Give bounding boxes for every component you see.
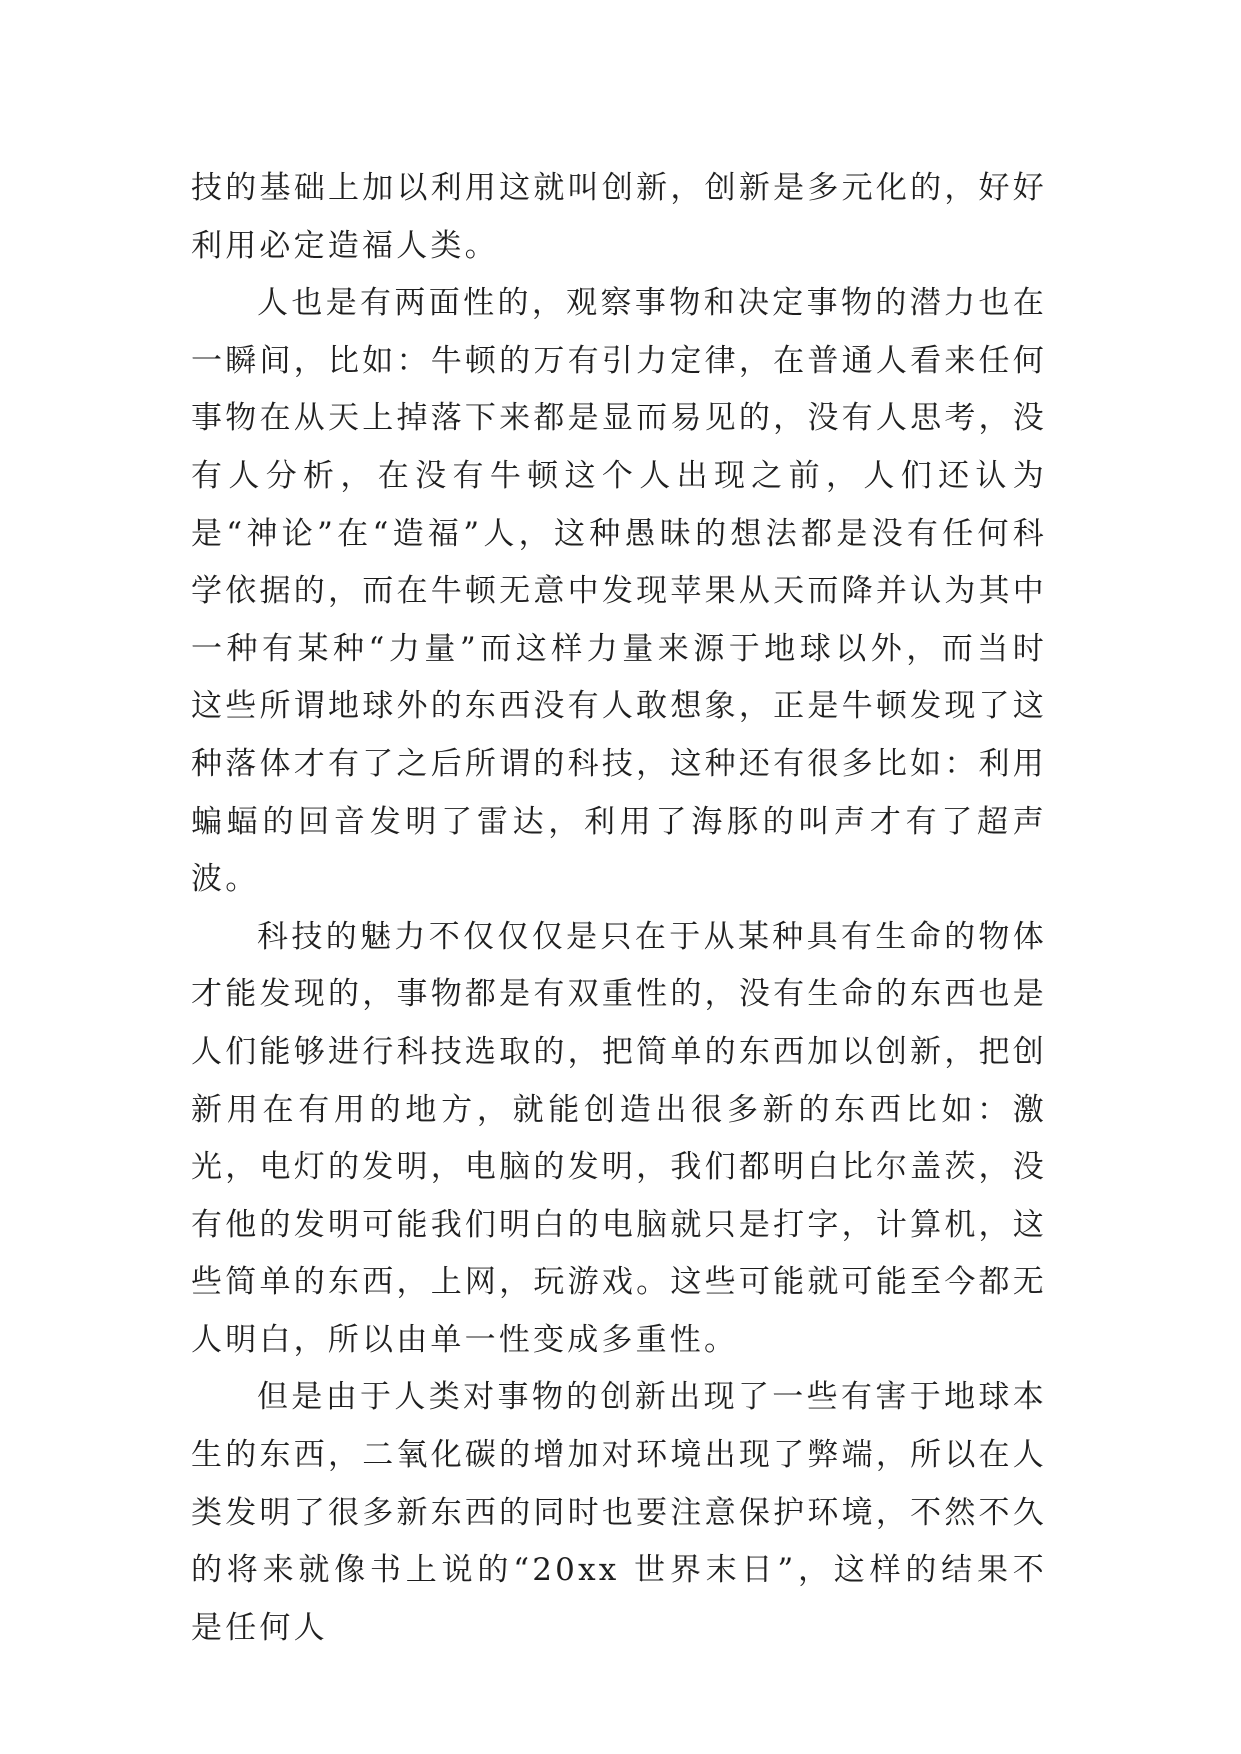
document-body: [191, 160, 1047, 1657]
paragraph-4: 但是由于人类对事物的创新出现了一些有害于地球本生的东西，二氧化碳的增加对环境出现了弊端，所以在人类发明了很多新东西的同时也要注意保护环境，不然不久的将来就像书上说的“20xx 世界末日”，这样的结果不是任何人: [191, 1379, 1047, 1646]
paragraph-2: 人也是有两面性的，观察事物和决定事物的潜力也在一瞬间，比如：牛顿的万有引力定律，在普通人看来任何事物在从天上掉落下来都是显而易见的，没有人思考，没有人分析，在没有牛顿这个人出现之前，人们还认为是“神论”在“造福”人，这种愚昧的想法都是没有任何科学依据的，而在牛顿无意中发现苹果从天而降并认为其中一种有某种“力量”而这样力量来源于地球以外，而当时这些所谓地球外的东西没有人敢想象，正是牛顿发现了这种落体才有了之后所谓的科技，这种还有很多比如：利用蝙蝠的回音发明了雷达，利用了海豚的叫声才有了超声波。: [191, 285, 1047, 898]
paragraph-1: 技的基础上加以利用这就叫创新，创新是多元化的，好好利用必定造福人类。: [191, 170, 1047, 264]
paragraph-3: 科技的魅力不仅仅仅是只在于从某种具有生命的物体才能发现的，事物都是有双重性的，没有生命的东西也是人们能够进行科技选取的，把简单的东西加以创新，把创新用在有用的地方，就能创造出很多新的东西比如：激光，电灯的发明，电脑的发明，我们都明白比尔盖茨，没有他的发明可能我们明白的电脑就只是打字，计算机，这些简单的东西，上网，玩游戏。这些可能就可能至今都无人明白，所以由单一性变成多重性。: [191, 918, 1047, 1358]
